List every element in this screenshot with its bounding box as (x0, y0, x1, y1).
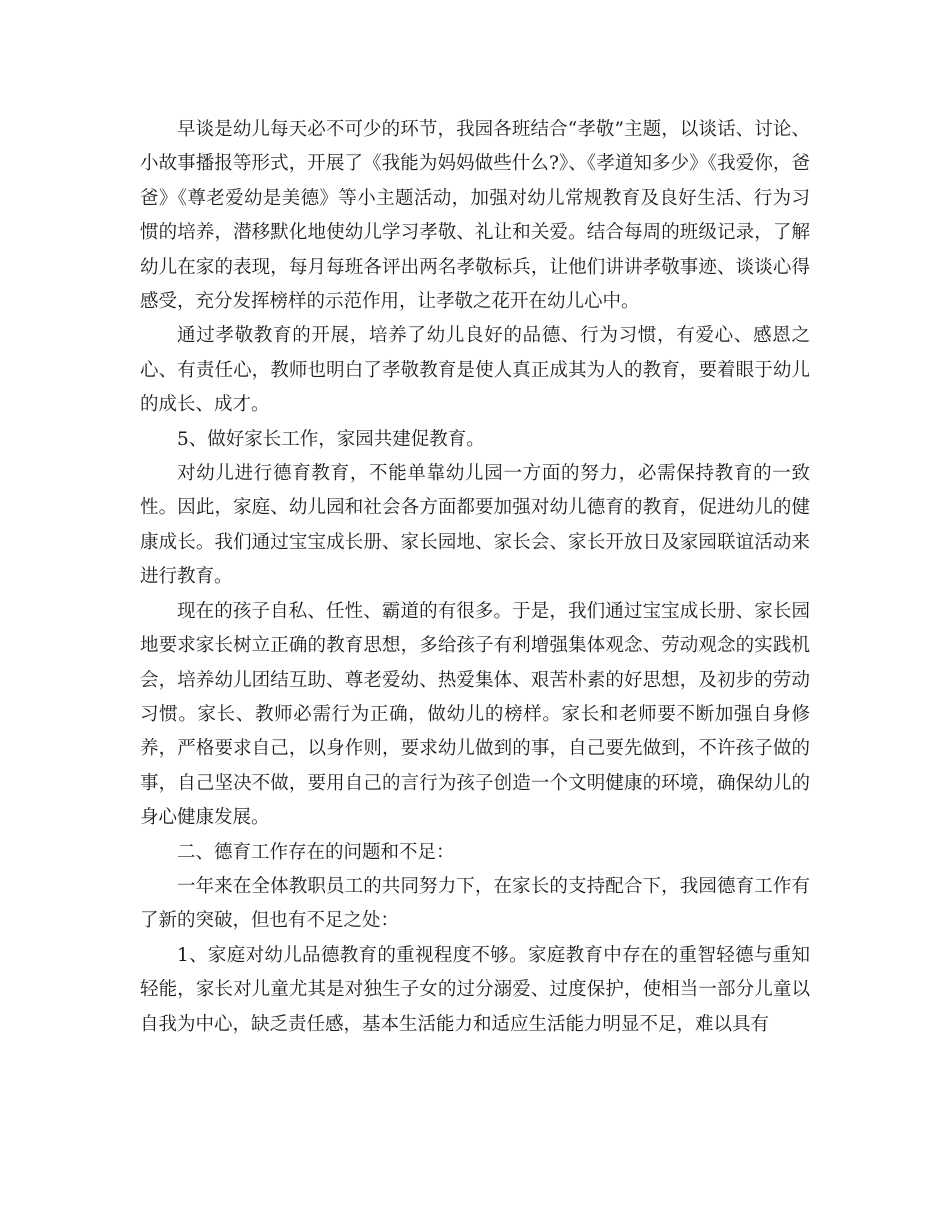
paragraph-morning-talk: 早谈是幼儿每天必不可少的环节，我园各班结合“孝敬”主题，以谈话、讨论、小故事播报等形式，开展了《我能为妈妈做些什么?》、《孝道知多少》《我爱你，爸爸》《尊老爱幼是美德》等小主题活动，加强对幼儿常规教育及良好生活、行为习惯的培养，潜移默化地使幼儿学习孝敬、礼让和关爱。结合每周的班级记录，了解幼儿在家的表现，每月每班各评出两名孝敬标兵，让他们讲讲孝敬事迹、谈谈心得感受，充分发挥榜样的示范作用，让孝敬之花开在幼儿心中。 (140, 119, 810, 313)
section-heading-parent-work: 5、做好家长工作，家园共建促教育。 (177, 428, 485, 450)
paragraph-children-habits: 现在的孩子自私、任性、霸道的有很多。于是，我们通过宝宝成长册、家长园地要求家长树立正确的教育思想，多给孩子有利增强集体观念、劳动观念的实践机会，培养幼儿团结互助、尊老爱幼、热爱集体、艰苦朴素的好思想，及初步的劳动习惯。家长、教师必需行为正确，做幼儿的榜样。家长和老师要不断加强自身修养，严格要求自己，以身作则，要求幼儿做到的事，自己要先做到，不许孩子做的事，自己坚决不做，要用自己的言行为孩子创造一个文明健康的环境，确保幼儿的身心健康发展。 (140, 600, 810, 829)
paragraph-moral-education-consistency: 对幼儿进行德育教育，不能单靠幼儿园一方面的努力，必需保持教育的一致性。因此，家庭、幼儿园和社会各方面都要加强对幼儿德育的教育，促进幼儿的健康成长。我们通过宝宝成长册、家长园地、家长会、家长开放日及家园联谊活动来进行教育。 (140, 463, 810, 588)
paragraph-family-neglect: 1、家庭对幼儿品德教育的重视程度不够。家庭教育中存在的重智轻德与重知轻能，家长对儿童尤其是对独生子女的过分溺爱、过度保护，使相当一部分儿童以自我为中心，缺乏责任感，基本生活能力和适应生活能力明显不足，难以具有 (140, 944, 810, 1035)
document-body (140, 113, 810, 1042)
paragraph-year-summary: 一年来在全体教职员工的共同努力下，在家长的支持配合下，我园德育工作有了新的突破，但也有不足之处： (140, 875, 810, 932)
paragraph-filial-education-outcome: 通过孝敬教育的开展，培养了幼儿良好的品德、行为习惯，有爱心、感恩之心、有责任心，教师也明白了孝敬教育是使人真正成其为人的教育，要着眼于幼儿的成长、成才。 (140, 325, 810, 416)
section-heading-problems: 二、德育工作存在的问题和不足： (177, 841, 455, 863)
